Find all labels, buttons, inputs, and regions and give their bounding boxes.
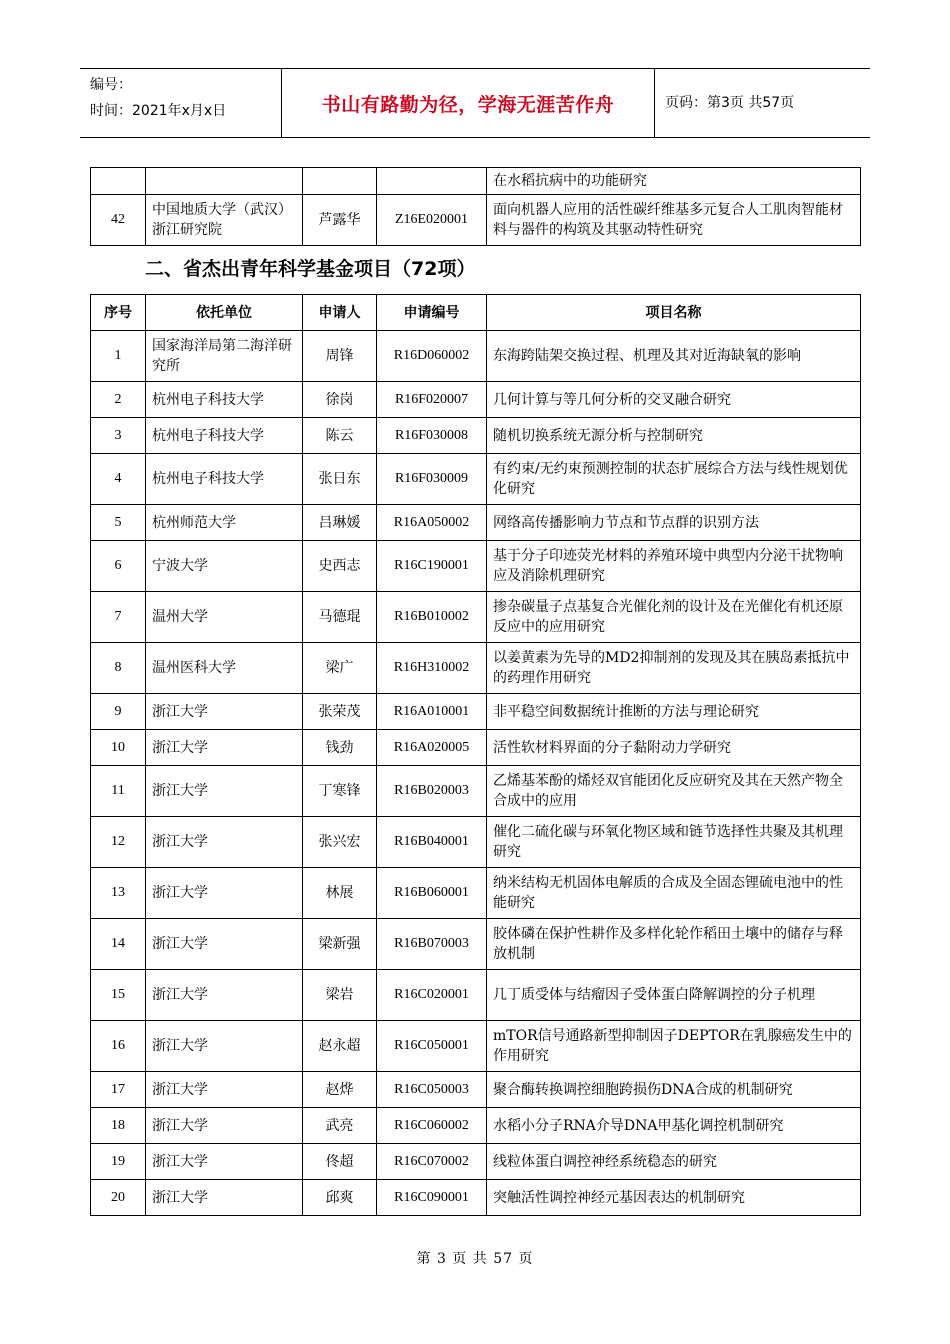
table-row: [91, 1180, 861, 1216]
cell-code: R16F030009: [377, 454, 487, 505]
cell-no: 15: [91, 970, 146, 1021]
cell-unit: 浙江大学: [146, 1072, 303, 1108]
cell-no: 9: [91, 694, 146, 730]
cell-applicant: 徐岗: [303, 382, 377, 418]
cell-title: 网络高传播影响力节点和节点群的识别方法: [487, 505, 861, 541]
cell-unit: 浙江大学: [146, 817, 303, 868]
cell-title: 线粒体蛋白调控神经系统稳态的研究: [487, 1144, 861, 1180]
table-row: [91, 168, 861, 195]
table-row: [91, 730, 861, 766]
cell-code: R16B040001: [377, 817, 487, 868]
table-row: [91, 592, 861, 643]
cell-applicant: 赵烨: [303, 1072, 377, 1108]
cell-applicant: 张兴宏: [303, 817, 377, 868]
cell-title: 东海跨陆架交换过程、机理及其对近海缺氧的影响: [487, 331, 861, 382]
cell-title: 随机切换系统无源分析与控制研究: [487, 418, 861, 454]
cell-applicant: 张日东: [303, 454, 377, 505]
table-row: [91, 418, 861, 454]
continued-project-table: [90, 167, 861, 246]
cell-no: 8: [91, 643, 146, 694]
cell-applicant: 史西志: [303, 541, 377, 592]
cell-no: 4: [91, 454, 146, 505]
cell-code: R16B010002: [377, 592, 487, 643]
cell-code: R16B070003: [377, 919, 487, 970]
footer-page-text: 第 3 页 共 57 页: [416, 1251, 534, 1267]
cell-title: 非平稳空间数据统计推断的方法与理论研究: [487, 694, 861, 730]
cell-applicant: 吕琳媛: [303, 505, 377, 541]
cell-code: R16D060002: [377, 331, 487, 382]
youth-fund-project-table: [90, 294, 861, 1216]
table-row: [91, 970, 861, 1021]
cell-unit: 中国地质大学（武汉）浙江研究院: [146, 195, 303, 246]
cell-no: 13: [91, 868, 146, 919]
cell-applicant: 马德琨: [303, 592, 377, 643]
cell-title: 有约束/无约束预测控制的状态扩展综合方法与线性规划优化研究: [487, 454, 861, 505]
motto: 书山有路勤为径，学海无涯苦作舟: [321, 93, 615, 116]
cell-title: 乙烯基苯酚的烯烃双官能团化反应研究及其在天然产物全合成中的应用: [487, 766, 861, 817]
cell-no: 5: [91, 505, 146, 541]
cell-title: 催化二硫化碳与环氧化物区域和链节选择性共聚及其机理研究: [487, 817, 861, 868]
cell-unit: 浙江大学: [146, 730, 303, 766]
section-title: 二、省杰出青年科学基金项目（72项）: [145, 258, 476, 280]
header-motto-cell: [282, 69, 655, 137]
header-meta-right: [655, 69, 870, 137]
cell-applicant: 佟超: [303, 1144, 377, 1180]
cell-title: 聚合酶转换调控细胞跨损伤DNA合成的机制研究: [487, 1072, 861, 1108]
table-row: [91, 505, 861, 541]
cell-applicant: 梁广: [303, 643, 377, 694]
cell-unit: 浙江大学: [146, 1144, 303, 1180]
cell-no: 7: [91, 592, 146, 643]
page-header: [80, 68, 870, 138]
header-no: 序号: [91, 295, 146, 331]
cell-no: 14: [91, 919, 146, 970]
cell-no: 10: [91, 730, 146, 766]
cell-unit: 宁波大学: [146, 541, 303, 592]
cell-applicant: 周锋: [303, 331, 377, 382]
cell-applicant: [303, 168, 377, 195]
cell-applicant: 梁新强: [303, 919, 377, 970]
cell-unit: 浙江大学: [146, 1180, 303, 1216]
table-row: [91, 541, 861, 592]
cell-code: R16C090001: [377, 1180, 487, 1216]
cell-unit: 杭州电子科技大学: [146, 382, 303, 418]
cell-no: 12: [91, 817, 146, 868]
cell-no: 17: [91, 1072, 146, 1108]
table-row: [91, 331, 861, 382]
cell-code: R16B020003: [377, 766, 487, 817]
cell-unit: 浙江大学: [146, 766, 303, 817]
cell-applicant: 张荣茂: [303, 694, 377, 730]
cell-unit: 浙江大学: [146, 970, 303, 1021]
header-title: 项目名称: [487, 295, 861, 331]
cell-unit: 浙江大学: [146, 919, 303, 970]
cell-no: 42: [91, 195, 146, 246]
cell-title: 几何计算与等几何分析的交叉融合研究: [487, 382, 861, 418]
cell-unit: 浙江大学: [146, 1021, 303, 1072]
table-row: [91, 195, 861, 246]
cell-applicant: 赵永超: [303, 1021, 377, 1072]
cell-title: 在水稻抗病中的功能研究: [487, 168, 861, 195]
cell-code: R16H310002: [377, 643, 487, 694]
table-row: [91, 868, 861, 919]
cell-no: [91, 168, 146, 195]
cell-no: 20: [91, 1180, 146, 1216]
cell-code: Z16E020001: [377, 195, 487, 246]
table-row: [91, 1021, 861, 1072]
cell-code: R16C190001: [377, 541, 487, 592]
cell-no: 2: [91, 382, 146, 418]
cell-code: R16C060002: [377, 1108, 487, 1144]
cell-title: 活性软材料界面的分子黏附动力学研究: [487, 730, 861, 766]
cell-title: 突触活性调控神经元基因表达的机制研究: [487, 1180, 861, 1216]
cell-code: R16A050002: [377, 505, 487, 541]
cell-no: 1: [91, 331, 146, 382]
cell-no: 3: [91, 418, 146, 454]
cell-title: 几丁质受体与结瘤因子受体蛋白降解调控的分子机理: [487, 970, 861, 1021]
cell-unit: 浙江大学: [146, 1108, 303, 1144]
page-number-label: 页码：第3页 共57页: [665, 95, 795, 111]
page-footer: [0, 1248, 950, 1268]
cell-unit: 浙江大学: [146, 694, 303, 730]
date-label: 时间：2021年x月x日: [90, 103, 227, 119]
cell-no: 16: [91, 1021, 146, 1072]
cell-no: 6: [91, 541, 146, 592]
cell-code: R16C050003: [377, 1072, 487, 1108]
cell-unit: [146, 168, 303, 195]
cell-no: 11: [91, 766, 146, 817]
cell-code: [377, 168, 487, 195]
cell-applicant: 钱劲: [303, 730, 377, 766]
cell-title: 基于分子印迹荧光材料的养殖环境中典型内分泌干扰物响应及消除机理研究: [487, 541, 861, 592]
cell-code: R16F020007: [377, 382, 487, 418]
cell-code: R16C020001: [377, 970, 487, 1021]
cell-unit: 杭州电子科技大学: [146, 418, 303, 454]
cell-applicant: 林展: [303, 868, 377, 919]
cell-unit: 杭州电子科技大学: [146, 454, 303, 505]
cell-applicant: 芦露华: [303, 195, 377, 246]
table-row: [91, 817, 861, 868]
doc-number-label: 编号：: [90, 77, 132, 93]
cell-title: 纳米结构无机固体电解质的合成及全固态锂硫电池中的性能研究: [487, 868, 861, 919]
cell-code: R16C070002: [377, 1144, 487, 1180]
header-unit: 依托单位: [146, 295, 303, 331]
cell-no: 19: [91, 1144, 146, 1180]
cell-applicant: 梁岩: [303, 970, 377, 1021]
table-row: [91, 382, 861, 418]
table-row: [91, 1108, 861, 1144]
table-row: [91, 1144, 861, 1180]
cell-title: 掺杂碳量子点基复合光催化剂的设计及在光催化有机还原反应中的应用研究: [487, 592, 861, 643]
cell-code: R16C050001: [377, 1021, 487, 1072]
cell-code: R16A010001: [377, 694, 487, 730]
cell-code: R16F030008: [377, 418, 487, 454]
cell-no: 18: [91, 1108, 146, 1144]
cell-title: 面向机器人应用的活性碳纤维基多元复合人工肌肉智能材料与器件的构筑及其驱动特性研究: [487, 195, 861, 246]
table-row: [91, 643, 861, 694]
cell-title: mTOR信号通路新型抑制因子DEPTOR在乳腺癌发生中的作用研究: [487, 1021, 861, 1072]
cell-applicant: 邱爽: [303, 1180, 377, 1216]
cell-unit: 温州医科大学: [146, 643, 303, 694]
cell-unit: 浙江大学: [146, 868, 303, 919]
table-row: [91, 454, 861, 505]
table-row: [91, 919, 861, 970]
cell-unit: 温州大学: [146, 592, 303, 643]
table-header-row: [91, 295, 861, 331]
header-code: 申请编号: [377, 295, 487, 331]
cell-code: R16B060001: [377, 868, 487, 919]
cell-code: R16A020005: [377, 730, 487, 766]
cell-unit: 国家海洋局第二海洋研究所: [146, 331, 303, 382]
cell-title: 水稻小分子RNA介导DNA甲基化调控机制研究: [487, 1108, 861, 1144]
table-row: [91, 1072, 861, 1108]
cell-applicant: 丁寒锋: [303, 766, 377, 817]
cell-applicant: 武亮: [303, 1108, 377, 1144]
header-meta-left: [80, 69, 282, 137]
header-applicant: 申请人: [303, 295, 377, 331]
cell-unit: 杭州师范大学: [146, 505, 303, 541]
table-row: [91, 694, 861, 730]
cell-title: 以姜黄素为先导的MD2抑制剂的发现及其在胰岛素抵抗中的药理作用研究: [487, 643, 861, 694]
cell-applicant: 陈云: [303, 418, 377, 454]
cell-title: 胶体磷在保护性耕作及多样化轮作稻田土壤中的储存与释放机制: [487, 919, 861, 970]
table-row: [91, 766, 861, 817]
